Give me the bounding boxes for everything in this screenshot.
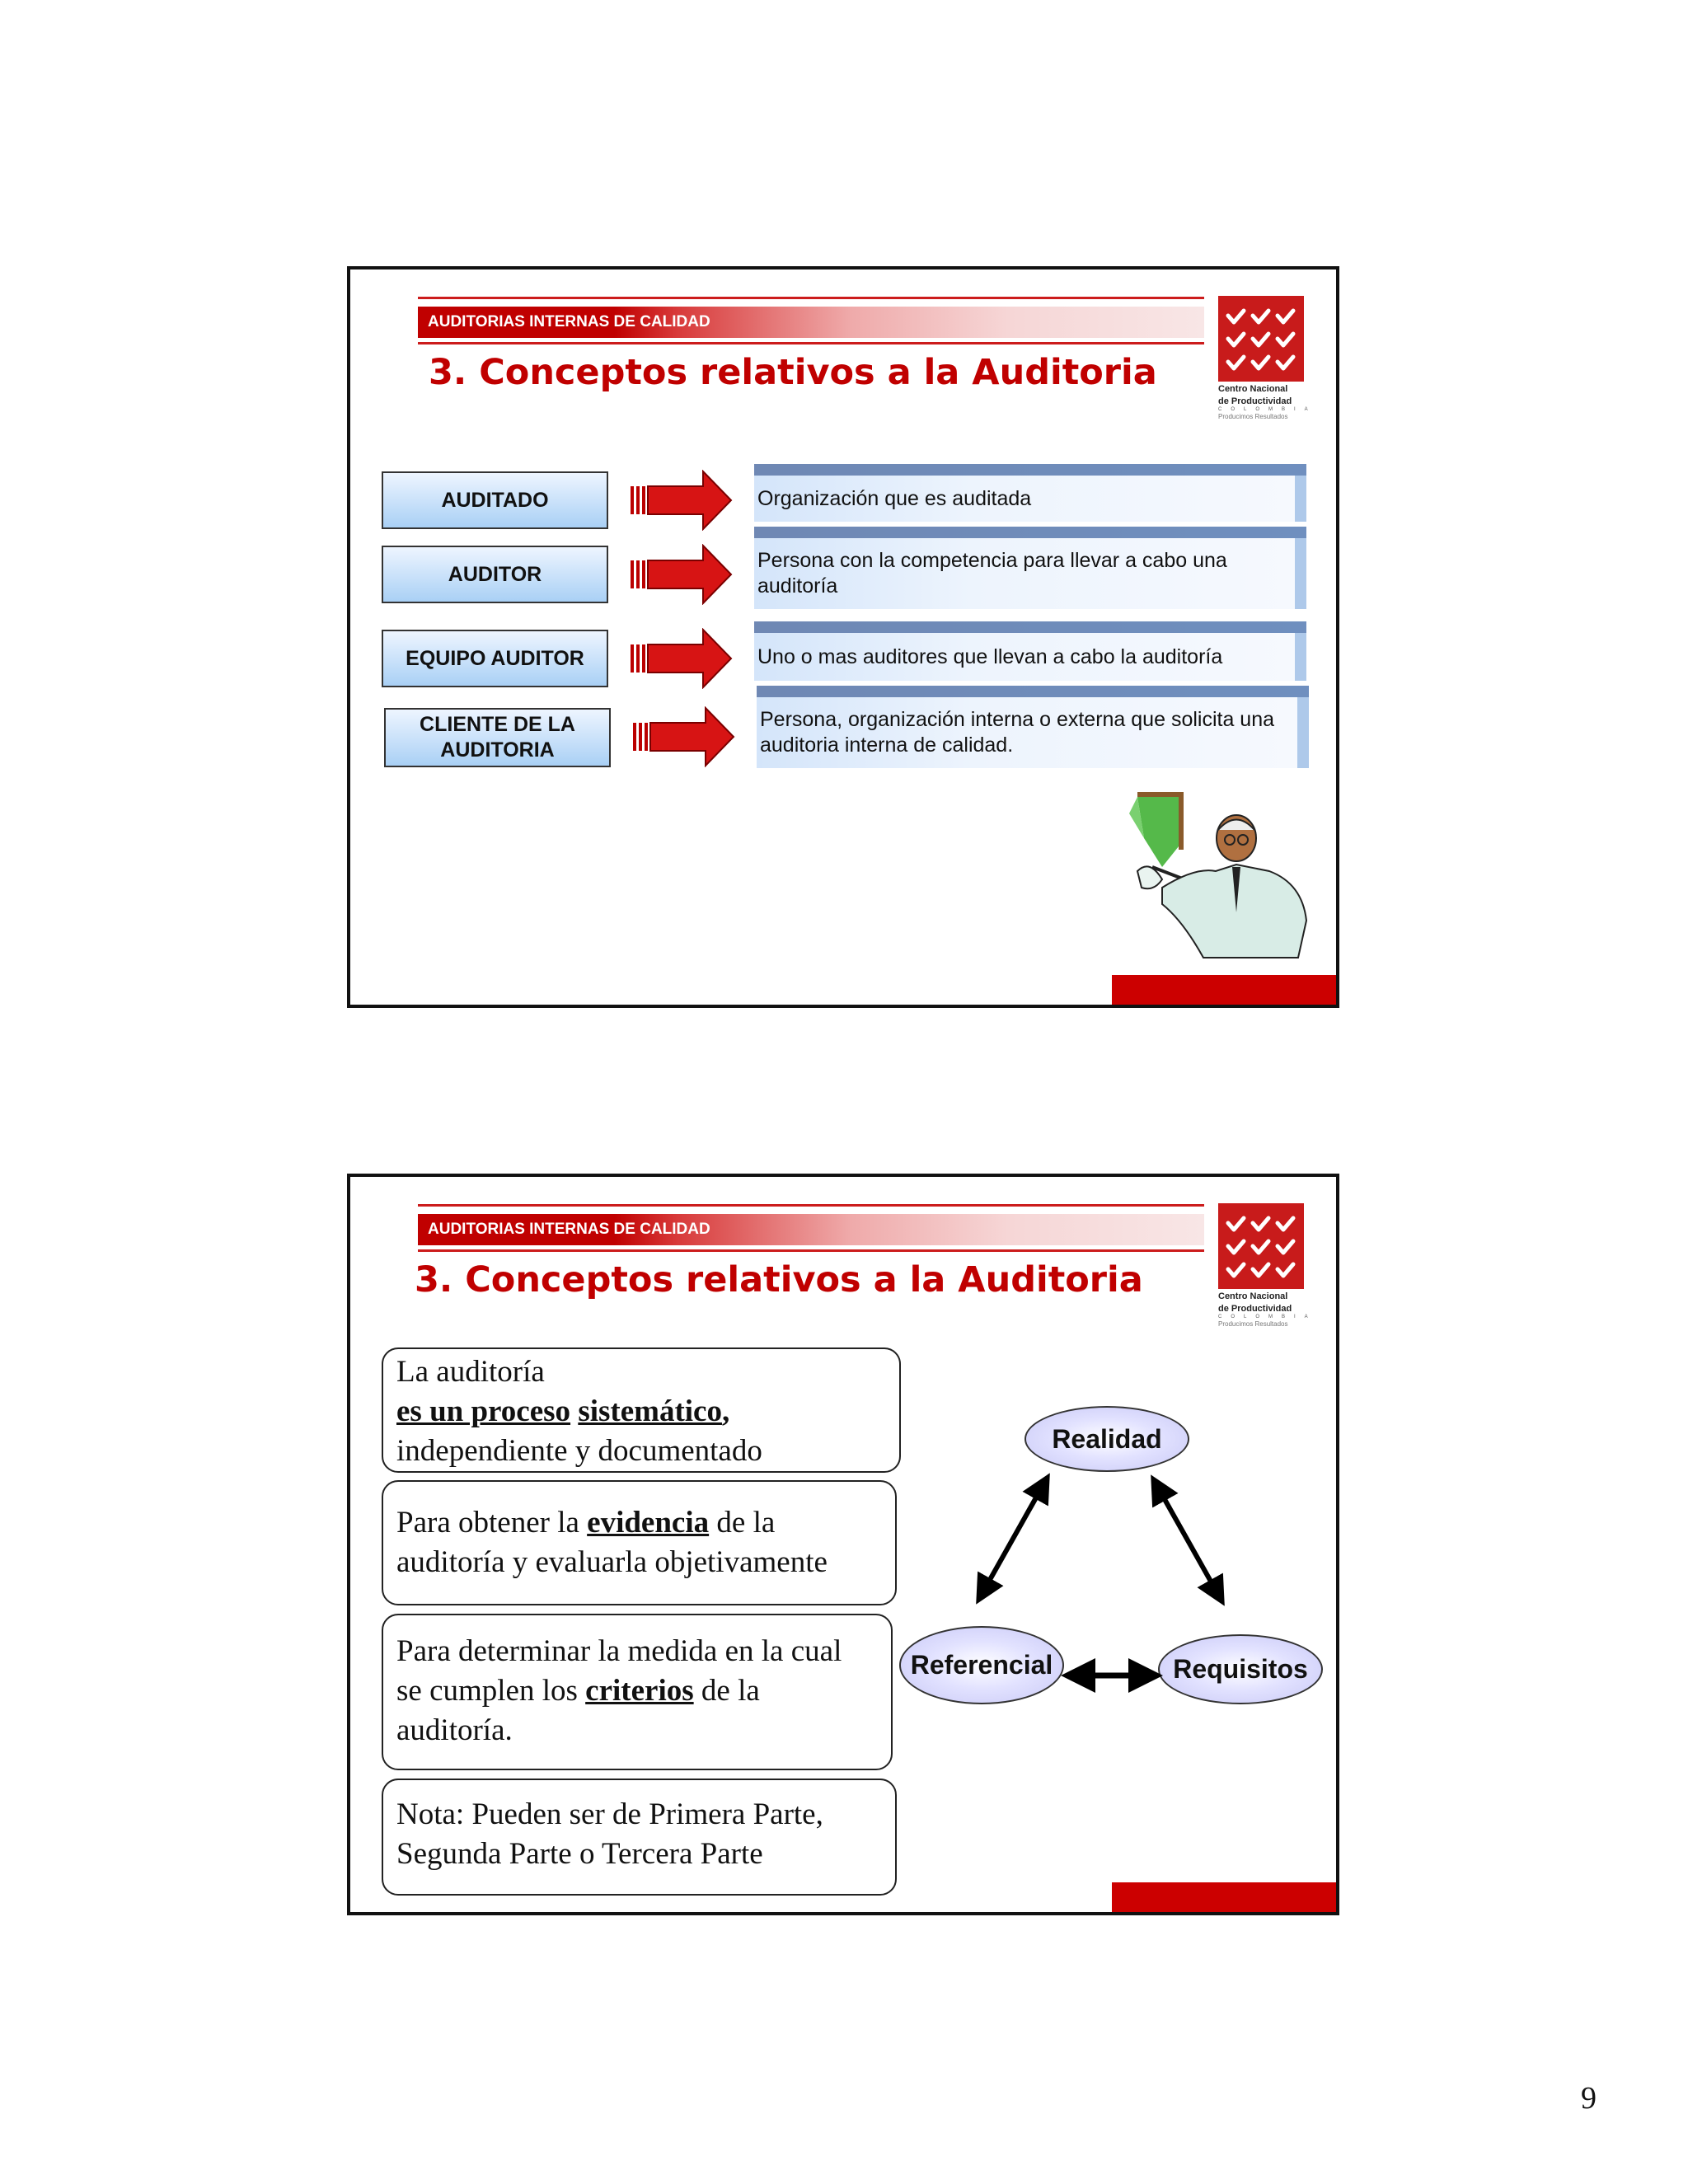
double-arrow-icon xyxy=(1158,1488,1217,1593)
header-rule-top xyxy=(418,297,1204,299)
logo-tagline: Producimos Resultados xyxy=(1218,1320,1288,1328)
evidence-line-2: auditoría y evaluarla objetivamente xyxy=(396,1545,828,1579)
presenter-illustration-icon xyxy=(1104,789,1319,962)
term-equipo-auditor: EQUIPO AUDITOR xyxy=(382,630,608,687)
criteria-line-2: se cumplen los criterios de la xyxy=(396,1674,760,1708)
page-number: 9 xyxy=(1581,2081,1597,2116)
header-banner: AUDITORIAS INTERNAS DE CALIDAD xyxy=(418,1214,1204,1245)
def-cliente xyxy=(757,686,1309,768)
slide-1 xyxy=(347,266,1339,1008)
criteria-line-1: Para determinar la medida en la cual xyxy=(396,1634,842,1668)
definition-line-3: independiente y documentado xyxy=(396,1434,762,1468)
ellipse-referencial: Referencial xyxy=(899,1626,1064,1704)
evidence-line-1: Para obtener la evidencia de la xyxy=(396,1506,776,1540)
checkmarks-icon xyxy=(1218,296,1304,382)
right-arrow-icon xyxy=(631,706,735,767)
term-auditado: AUDITADO xyxy=(382,471,608,529)
bold-term: sistemático xyxy=(578,1394,722,1428)
logo-name-1: Centro Nacional xyxy=(1218,384,1288,394)
header-rule-bottom xyxy=(418,342,1204,344)
ellipse-realidad: Realidad xyxy=(1025,1406,1189,1472)
definition-line-1: La auditoría xyxy=(396,1355,545,1389)
logo-country: COLOMBIA xyxy=(1218,407,1317,412)
footer-bar xyxy=(1112,1882,1336,1912)
right-arrow-icon xyxy=(629,544,733,605)
logo-tagline: Producimos Resultados xyxy=(1218,413,1288,420)
slide-2 xyxy=(347,1174,1339,1915)
def-auditado xyxy=(754,464,1306,522)
def-equipo-auditor-text: Uno o mas auditores que llevan a cabo la auditoría xyxy=(754,633,1295,681)
logo-name-2: de Productividad xyxy=(1218,1304,1292,1314)
bold-term: criterios xyxy=(585,1674,694,1708)
diagram-arrows xyxy=(350,1177,1339,1915)
def-equipo-auditor xyxy=(754,621,1306,681)
def-auditado-text: Organización que es auditada xyxy=(754,476,1295,522)
double-arrow-icon xyxy=(983,1486,1043,1591)
cnp-logo xyxy=(1218,296,1317,420)
bold-term: evidencia xyxy=(587,1506,710,1540)
def-auditor-text: Persona con la competencia para llevar a cabo una auditoría xyxy=(754,538,1295,609)
def-auditor xyxy=(754,527,1306,609)
header-banner: AUDITORIAS INTERNAS DE CALIDAD xyxy=(418,307,1204,338)
definition-line-2: es un proceso sistemático, xyxy=(396,1394,730,1428)
term-auditor: AUDITOR xyxy=(382,546,608,603)
term-cliente: CLIENTE DE LA AUDITORIA xyxy=(384,708,611,767)
note-line-1: Nota: Pueden ser de Primera Parte, xyxy=(396,1797,823,1831)
slide-title: 3. Conceptos relativos a la Auditoria xyxy=(415,1259,1143,1301)
right-arrow-icon xyxy=(629,470,733,531)
right-arrow-icon xyxy=(629,628,733,689)
logo-name-1: Centro Nacional xyxy=(1218,1291,1288,1301)
def-cliente-text: Persona, organización interna o externa que solicita una auditoria interna de calidad. xyxy=(757,697,1297,768)
ellipse-requisitos: Requisitos xyxy=(1158,1634,1323,1704)
logo-country: COLOMBIA xyxy=(1218,1315,1317,1319)
note-line-2: Segunda Parte o Tercera Parte xyxy=(396,1837,763,1871)
slide-title: 3. Conceptos relativos a la Auditoria xyxy=(429,352,1157,393)
footer-bar xyxy=(1112,975,1336,1005)
logo-name-2: de Productividad xyxy=(1218,396,1292,406)
criteria-line-3: auditoría. xyxy=(396,1713,513,1747)
bold-term: es un proceso xyxy=(396,1394,571,1428)
